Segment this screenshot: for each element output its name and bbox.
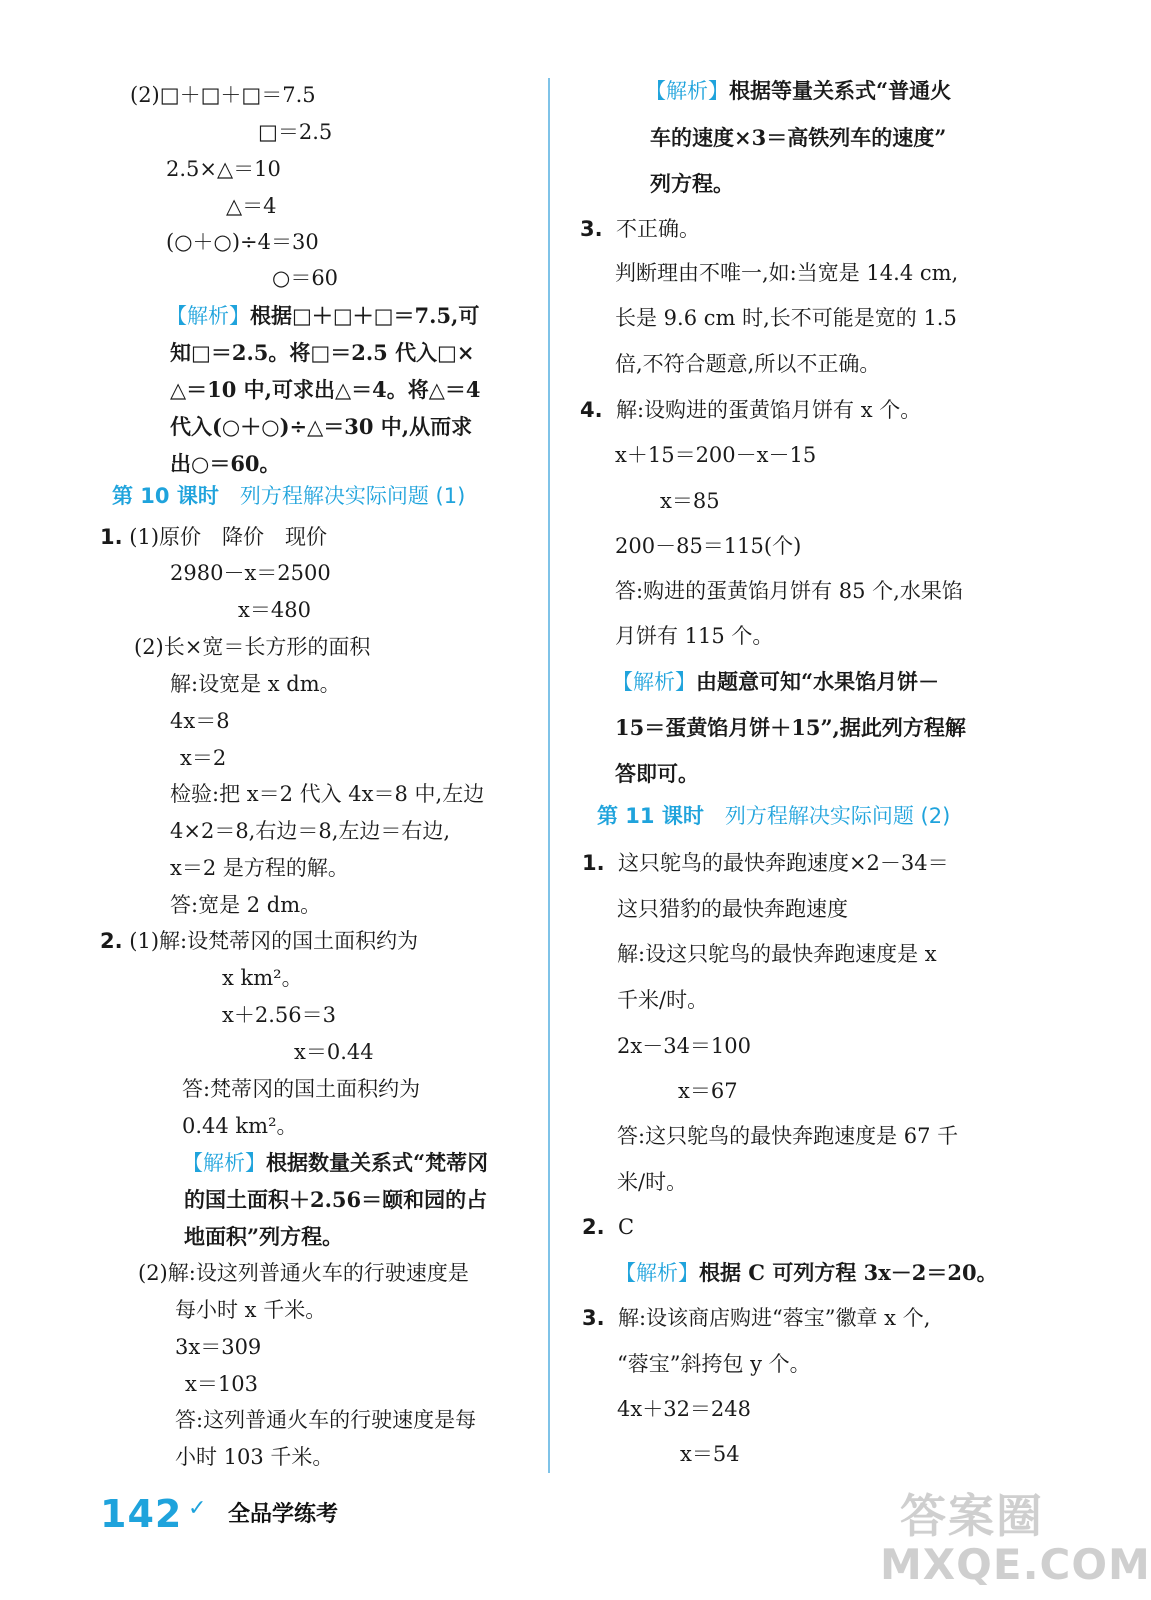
analysis-text: 根据等量关系式“普通火 — [729, 78, 952, 103]
analysis-text: △＝10 中,可求出△＝4。将△＝4 — [170, 377, 481, 402]
question-1 — [100, 527, 327, 548]
analysis-tag: 【解析】 — [645, 79, 729, 103]
equation-line: x＋2.56＝3 — [222, 1003, 336, 1027]
answer-line: 千米/时。 — [617, 988, 709, 1012]
equation-line: x＝85 — [660, 489, 720, 513]
answer-line: 答:这列普通火车的行驶速度是每 — [175, 1408, 477, 1432]
equation-line: △＝4 — [226, 194, 277, 218]
equation-line: 200－85＝115(个) — [615, 534, 802, 558]
question-number: 3. — [582, 1306, 605, 1330]
lesson-number: 第 10 课时 — [112, 484, 219, 508]
equation-line: x＝480 — [238, 598, 311, 622]
analysis-block — [182, 1152, 488, 1174]
equation-line: 3x＝309 — [175, 1335, 262, 1359]
question-r3 — [582, 1308, 930, 1329]
equation-line: (2)□＋□＋□＝7.5 — [130, 83, 316, 107]
analysis-block — [166, 305, 479, 327]
answer-line: 答:这只鸵鸟的最快奔跑速度是 67 千 — [617, 1124, 959, 1148]
analysis-block — [645, 80, 951, 102]
analysis-block — [612, 671, 939, 693]
watermark-url: MXQE.COM — [880, 1540, 1151, 1589]
brand-check-icon: ✓ — [188, 1496, 207, 1521]
answer-line: 解:设这只鸵鸟的最快奔跑速度是 x — [617, 942, 937, 966]
lesson-title: 列方程解决实际问题 (2) — [724, 804, 951, 828]
analysis-text: 出○＝60。 — [170, 451, 281, 476]
watermark-text: 答案圈 — [900, 1489, 1044, 1543]
equation-line: x＝67 — [678, 1079, 738, 1103]
answer-line: 检验:把 x＝2 代入 4x＝8 中,左边 — [170, 782, 485, 806]
question-text: (2)长×宽＝长方形的面积 — [134, 635, 371, 659]
analysis-tag: 【解析】 — [182, 1151, 266, 1175]
analysis-text: 车的速度×3＝高铁列车的速度” — [650, 125, 947, 150]
equation-line: □＝2.5 — [258, 120, 333, 144]
equation-line: x＋15＝200－x－15 — [615, 443, 817, 467]
question-number: 2. — [582, 1215, 605, 1239]
answer-line: 长是 9.6 cm 时,长不可能是宽的 1.5 — [615, 306, 957, 330]
answer-line: 答:宽是 2 dm。 — [170, 893, 322, 917]
lesson-number: 第 11 课时 — [597, 804, 704, 828]
question-r2 — [582, 1217, 634, 1238]
answer-line: 解:设该商店购进“蓉宝”徽章 x 个, — [617, 1306, 931, 1330]
answer-line: x＝2 是方程的解。 — [170, 856, 349, 880]
analysis-text: 列方程。 — [650, 171, 734, 196]
watermark-logo — [880, 1480, 1151, 1595]
answer-line: 米/时。 — [617, 1170, 688, 1194]
answer-line: 解:设购进的蛋黄馅月饼有 x 个。 — [615, 398, 922, 422]
question-text: (1)原价 降价 现价 — [129, 525, 328, 549]
answer-line: 答:梵蒂冈的国土面积约为 — [182, 1077, 421, 1101]
question-text: (2)解:设这列普通火车的行驶速度是 — [138, 1261, 469, 1285]
analysis-text: 地面积”列方程。 — [184, 1224, 344, 1249]
analysis-text: 根据数量关系式“梵蒂冈 — [266, 1150, 489, 1175]
answer-line: 答:购进的蛋黄馅月饼有 85 个,水果馅 — [615, 579, 963, 603]
equation-line: 2.5×△＝10 — [166, 157, 281, 181]
analysis-tag: 【解析】 — [612, 670, 696, 694]
answer-line: 不正确。 — [615, 217, 700, 241]
analysis-text: 根据 C 可列方程 3x－2＝20。 — [699, 1260, 998, 1285]
equation-line: ○＝60 — [272, 266, 339, 290]
equation-line: x＝103 — [185, 1372, 258, 1396]
question-text: (1)解:设梵蒂冈的国土面积约为 — [129, 929, 419, 953]
answer-line: “蓉宝”斜挎包 y 个。 — [617, 1352, 811, 1376]
analysis-text: 代入(○＋○)÷△＝30 中,从而求 — [170, 414, 473, 439]
question-2 — [100, 931, 418, 952]
answer-line: 这只猎豹的最快奔跑速度 — [617, 897, 848, 921]
answer-line: 判断理由不唯一,如:当宽是 14.4 cm, — [615, 261, 959, 285]
lesson-title: 列方程解决实际问题 (1) — [239, 484, 466, 508]
question-number: 2. — [100, 929, 123, 953]
lesson-heading-10 — [112, 486, 465, 507]
equation-line: x＝54 — [680, 1442, 740, 1466]
analysis-tag: 【解析】 — [615, 1261, 699, 1285]
answer-line: 倍,不符合题意,所以不正确。 — [615, 352, 881, 376]
lesson-heading-11 — [597, 806, 950, 827]
equation-line: x＝0.44 — [294, 1040, 374, 1064]
equation-line: 2x－34＝100 — [617, 1034, 752, 1058]
question-number: 1. — [582, 851, 605, 875]
answer-line: 这只鸵鸟的最快奔跑速度×2－34＝ — [617, 851, 949, 875]
analysis-tag: 【解析】 — [166, 304, 250, 328]
analysis-text: 15＝蛋黄馅月饼＋15”,据此列方程解 — [615, 715, 966, 740]
brand-name: 全品学练考 — [228, 1502, 339, 1527]
equation-line: 4x＋32＝248 — [617, 1397, 752, 1421]
analysis-text: 答即可。 — [615, 761, 699, 786]
answer-line: 解:设宽是 x dm。 — [170, 672, 341, 696]
answer-line: 月饼有 115 个。 — [615, 624, 774, 648]
answer-line: 每小时 x 千米。 — [175, 1298, 327, 1322]
equation-line: 4x＝8 — [170, 709, 230, 733]
analysis-block — [615, 1262, 998, 1284]
analysis-text: 根据□＋□＋□＝7.5,可 — [250, 303, 480, 328]
answer-line: 4×2＝8,右边＝8,左边＝右边, — [170, 819, 451, 843]
question-r1 — [582, 853, 949, 874]
answer-line: 0.44 km²。 — [182, 1114, 298, 1138]
answer-line: x km²。 — [222, 966, 303, 990]
analysis-text: 由题意可知“水果馅月饼－ — [696, 669, 940, 694]
question-number: 4. — [580, 398, 603, 422]
question-4 — [580, 400, 921, 421]
column-divider — [548, 78, 550, 1473]
equation-line: x＝2 — [180, 746, 227, 770]
question-number: 3. — [580, 217, 603, 241]
question-number: 1. — [100, 525, 123, 549]
answer-line: C — [617, 1215, 635, 1239]
analysis-text: 知□＝2.5。将□＝2.5 代入□× — [170, 340, 475, 365]
analysis-text: 的国土面积＋2.56＝颐和园的占 — [184, 1187, 488, 1212]
equation-line: (○＋○)÷4＝30 — [166, 230, 319, 254]
answer-line: 小时 103 千米。 — [175, 1445, 334, 1469]
page-number: 142 — [100, 1492, 183, 1536]
question-3 — [580, 219, 700, 240]
equation-line: 2980－x＝2500 — [170, 561, 331, 585]
